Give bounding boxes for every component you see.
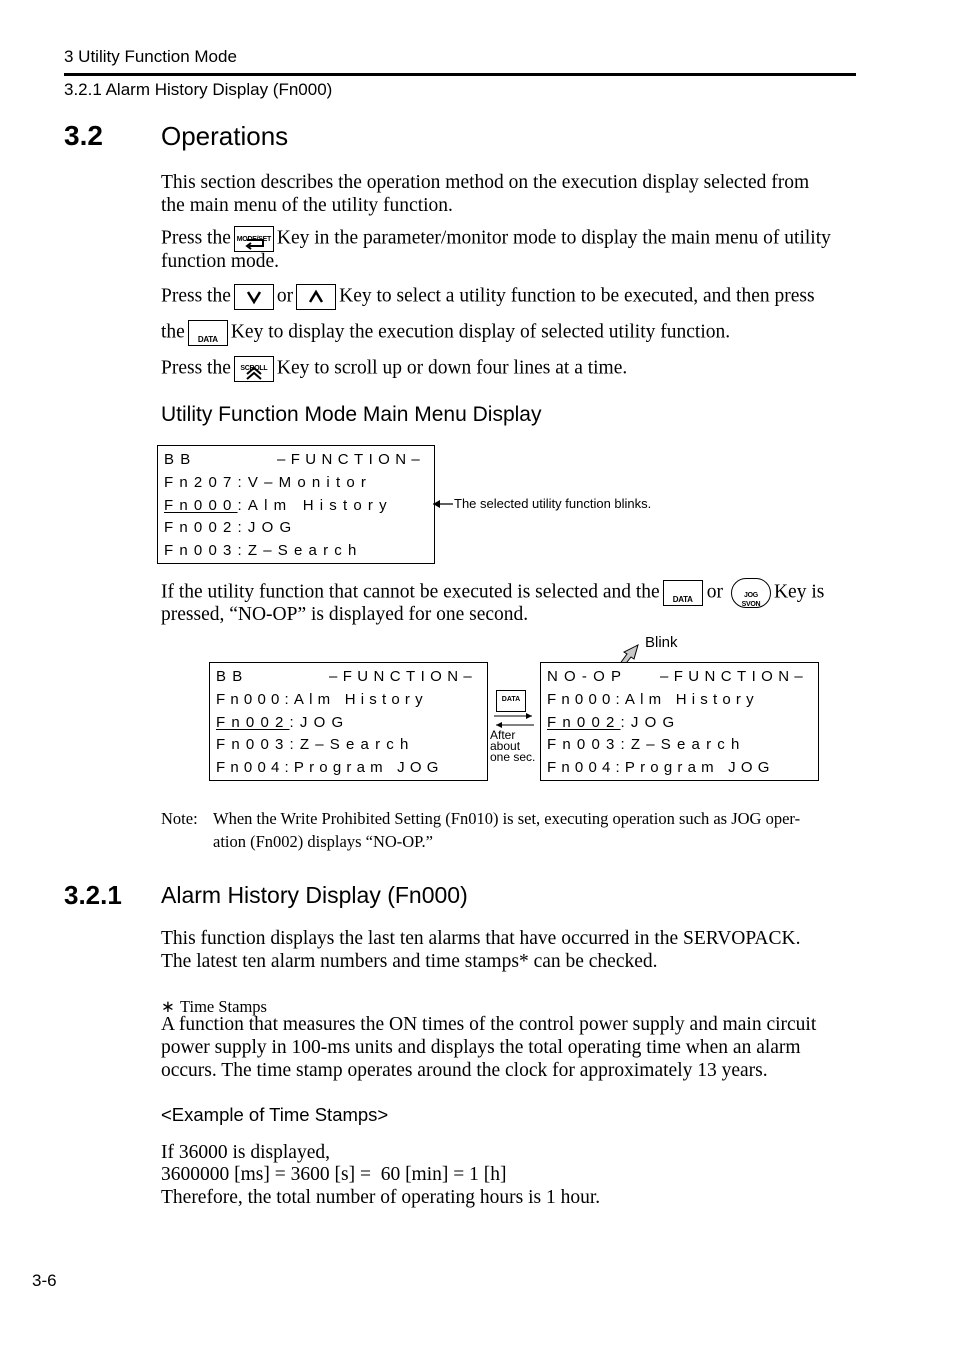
intro-line-2: the main menu of the utility function.	[161, 195, 453, 216]
left-lcd-line-5: Fn004:Program JOG	[216, 759, 444, 776]
page-number: 3-6	[32, 1271, 57, 1290]
arrow-left-icon	[432, 498, 454, 510]
text: or	[276, 285, 294, 307]
up-arrow-icon	[296, 284, 336, 310]
note-label: Note:	[161, 809, 198, 828]
double-chevron-up-icon	[235, 357, 273, 381]
footnote-mark: ∗	[161, 997, 175, 1016]
data-key-icon	[188, 320, 228, 346]
footnote-line-2: power supply in 100-ms units and displays the total operating time when an alarm	[161, 1037, 801, 1058]
lcd-line-4: Fn002:JOG	[164, 519, 298, 536]
alarm-p1-line-1: This function displays the last ten alarms that have occurred in the SERVOPACK.	[161, 928, 801, 949]
right-lcd-line-4: Fn003:Z–Search	[547, 736, 746, 753]
jog-svon-key-icon	[731, 578, 771, 608]
left-lcd-line-1-left: BB	[216, 668, 249, 685]
section-title: Operations	[161, 121, 289, 151]
text: the	[161, 321, 185, 343]
note-line-2: ation (Fn002) displays “NO-OP.”	[213, 832, 433, 851]
blink-annotation: The selected utility function blinks.	[454, 496, 652, 511]
scroll-key-icon	[234, 356, 274, 382]
svon-label: SVON	[741, 601, 761, 608]
mode-key-line-2: function mode.	[161, 251, 280, 272]
data-key-label: DATA	[672, 595, 693, 604]
example-line-1: If 36000 is displayed,	[161, 1142, 330, 1163]
selected-function: Fn000	[164, 497, 238, 514]
right-lcd-line-3-rest: :JOG	[620, 714, 681, 731]
lcd-line-2: Fn207:V–Monitor	[164, 474, 373, 491]
mode-set-key-icon	[234, 226, 274, 252]
right-lcd	[540, 662, 819, 781]
text: Press the	[161, 357, 231, 379]
left-lcd	[209, 662, 488, 781]
data-key-sentence	[161, 320, 730, 346]
section-header: 3.2.1 Alarm History Display (Fn000)	[64, 80, 333, 99]
data-key-label: DATA	[197, 335, 218, 344]
jog-label: JOG	[744, 592, 758, 599]
text: If the utility function that cannot be executed is selected and the	[161, 581, 660, 603]
data-key-icon	[663, 580, 703, 606]
lcd-line-5: Fn003:Z–Search	[164, 542, 363, 559]
main-menu-lcd	[157, 445, 435, 564]
right-lcd-line-2: Fn000:Alm History	[547, 691, 759, 708]
text: Key is	[773, 581, 825, 603]
subsection-number: 3.2.1	[64, 880, 122, 910]
right-lcd-line-3	[547, 714, 680, 731]
lcd-line-3	[164, 497, 393, 514]
footnote-title: Time Stamps	[180, 997, 267, 1016]
left-lcd-line-2: Fn000:Alm History	[216, 691, 428, 708]
selected-function: Fn002	[547, 714, 621, 731]
example-line-3: Therefore, the total number of operating hours is 1 hour.	[161, 1187, 601, 1208]
section-number: 3.2	[64, 120, 103, 151]
right-lcd-line-1-right: –FUNCTION–	[660, 668, 809, 685]
down-arrow-icon	[234, 284, 274, 310]
text: Key to display the execution display of selected utility function.	[230, 321, 731, 343]
scroll-key-sentence	[161, 356, 627, 382]
example-line-2: 3600000 [ms] = 3600 [s] = 60 [min] = 1 [h]	[161, 1164, 507, 1185]
data-key-icon	[496, 690, 526, 712]
lcd-line-1-left: BB	[164, 451, 197, 468]
after-one-sec-label	[490, 730, 535, 763]
text: Key in the parameter/monitor mode to display the main menu of utility	[276, 227, 831, 249]
noop-line-2: pressed, “NO-OP” is displayed for one second.	[161, 604, 529, 625]
right-lcd-line-1-left: NO-OP	[547, 668, 628, 685]
after-line-2: about	[490, 739, 521, 753]
mode-key-sentence	[161, 226, 831, 252]
text: Key to select a utility function to be executed, and then press	[339, 285, 815, 307]
example-heading: <Example of Time Stamps>	[161, 1104, 389, 1125]
after-line-3: one sec.	[490, 750, 536, 764]
left-lcd-line-3	[216, 714, 349, 731]
mode-set-key-label: MODE/SET	[236, 236, 271, 243]
left-lcd-line-1-right: –FUNCTION–	[329, 668, 478, 685]
updown-key-sentence	[161, 284, 815, 310]
header-rule	[64, 73, 856, 76]
left-lcd-line-4: Fn003:Z–Search	[216, 736, 415, 753]
return-arrow-icon	[235, 227, 273, 251]
left-lcd-line-3-rest: :JOG	[289, 714, 350, 731]
text: Press the	[161, 285, 231, 307]
chapter-header: 3 Utility Function Mode	[64, 47, 237, 66]
lcd-line-3-rest: :Alm History	[237, 497, 393, 514]
lcd-line-1-right: –FUNCTION–	[277, 451, 426, 468]
alarm-p1-line-2: The latest ten alarm numbers and time stamps* can be checked.	[161, 951, 658, 972]
subsection-title: Alarm History Display (Fn000)	[161, 882, 468, 908]
selected-function: Fn002	[216, 714, 290, 731]
blink-label: Blink	[645, 634, 678, 651]
text: or	[706, 581, 723, 603]
data-key-label: DATA	[501, 696, 521, 703]
scroll-key-label: SCROLL	[240, 365, 268, 372]
note-line-1: When the Write Prohibited Setting (Fn010) is set, executing operation such as JOG oper-	[213, 809, 801, 828]
right-lcd-line-5: Fn004:Program JOG	[547, 759, 775, 776]
text: Press the	[161, 227, 231, 249]
text: Key to scroll up or down four lines at a time.	[276, 357, 628, 379]
main-menu-heading: Utility Function Mode Main Menu Display	[161, 403, 542, 426]
after-line-1: After	[490, 728, 516, 742]
footnote-line-1: A function that measures the ON times of the control power supply and main circuit	[161, 1014, 817, 1035]
footnote-line-3: occurs. The time stamp operates around the clock for approximately 13 years.	[161, 1060, 768, 1081]
intro-line-1: This section describes the operation method on the execution display selected from	[161, 172, 810, 193]
